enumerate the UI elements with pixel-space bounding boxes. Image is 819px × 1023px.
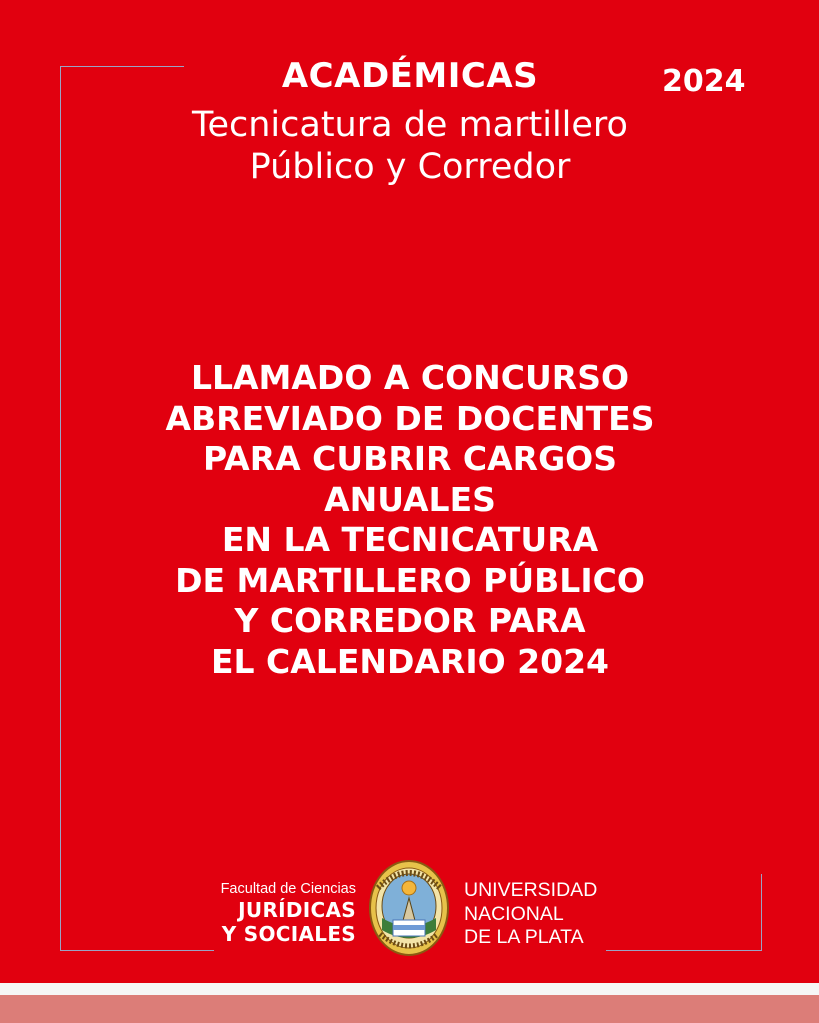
headline-line-6: DE MARTILLERO PÚBLICO xyxy=(175,560,645,600)
university-line-2: NACIONAL xyxy=(464,902,564,925)
subtitle-line-2: Público y Corredor xyxy=(249,147,571,187)
faculty-name-line-1: JURÍDICAS xyxy=(238,898,356,922)
headline-line-2: ABREVIADO DE DOCENTES xyxy=(165,398,655,438)
university-line-3: DE LA PLATA xyxy=(464,926,584,948)
headline-line-1: LLAMADO A CONCURSO xyxy=(190,358,630,397)
bottom-white-band xyxy=(0,983,819,995)
frame-right-line xyxy=(761,874,762,951)
headline-line-7: Y CORREDOR PARA xyxy=(234,601,586,640)
unlp-seal-icon xyxy=(368,858,450,958)
frame-bottom-left-line xyxy=(60,950,214,951)
program-subtitle xyxy=(140,104,680,188)
university-logo-text xyxy=(464,879,597,950)
headline-line-3: PARA CUBRIR CARGOS xyxy=(203,439,617,478)
year-label: 2024 xyxy=(662,64,746,99)
faculty-name-line-2: Y SOCIALES xyxy=(221,922,356,946)
headline-line-5: EN LA TECNICATURA xyxy=(221,520,599,559)
bottom-pink-band xyxy=(0,995,819,1023)
frame-bottom-right-line xyxy=(606,950,762,951)
headline-line-4: ANUALES xyxy=(324,479,496,519)
announcement-headline xyxy=(70,358,750,682)
section-title: ACADÉMICAS xyxy=(281,56,539,96)
headline-line-8: EL CALENDARIO 2024 xyxy=(210,641,609,681)
faculty-logo-text xyxy=(214,880,356,946)
subtitle-line-1: Tecnicatura de martillero xyxy=(192,105,628,145)
university-line-1: UNIVERSIDAD xyxy=(464,879,598,901)
faculty-small-label: Facultad de Ciencias xyxy=(220,881,356,897)
frame-top-line xyxy=(60,66,184,67)
frame-left-line xyxy=(60,66,61,951)
